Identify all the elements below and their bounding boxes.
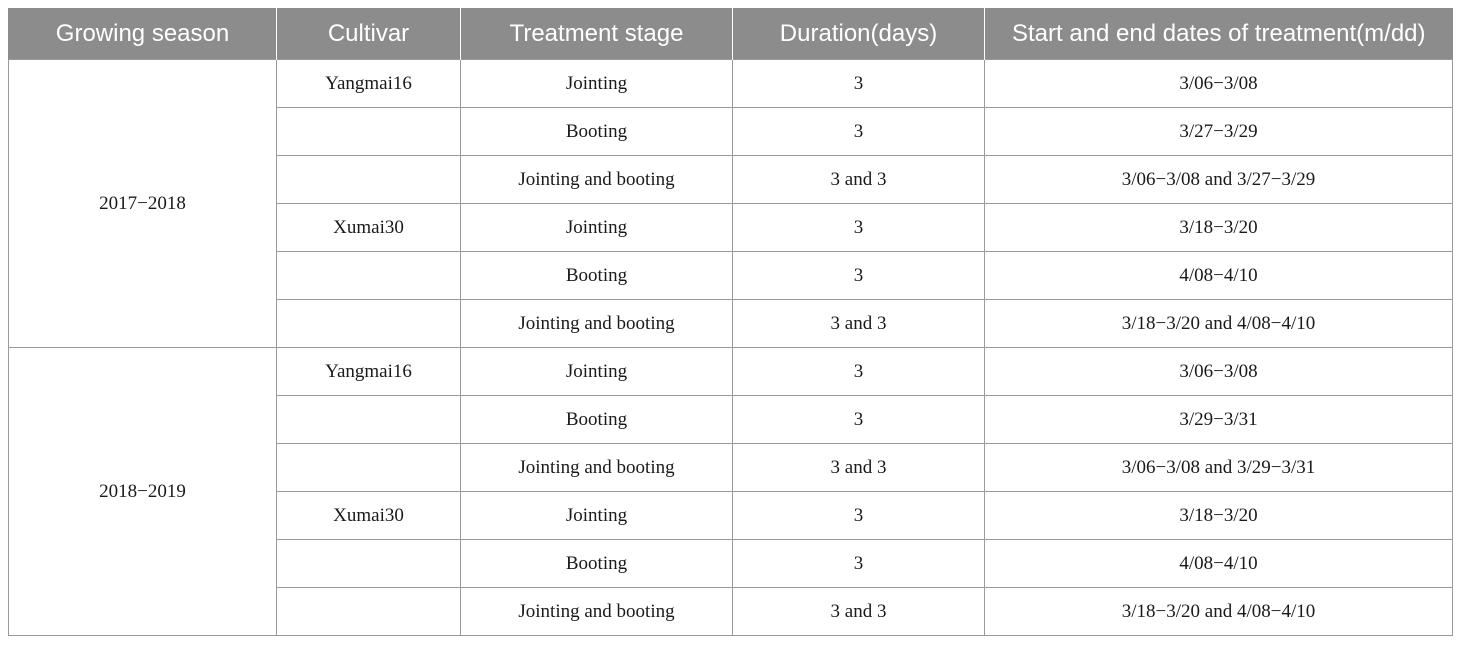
cultivar-cell xyxy=(277,588,461,636)
dates-cell: 3/27−3/29 xyxy=(985,108,1453,156)
header-cultivar: Cultivar xyxy=(277,8,461,60)
duration-cell: 3 and 3 xyxy=(733,588,985,636)
stage-cell: Booting xyxy=(461,396,733,444)
dates-cell: 4/08−4/10 xyxy=(985,540,1453,588)
header-duration: Duration(days) xyxy=(733,8,985,60)
cultivar-cell xyxy=(277,300,461,348)
duration-cell: 3 and 3 xyxy=(733,444,985,492)
duration-cell: 3 xyxy=(733,492,985,540)
duration-cell: 3 xyxy=(733,204,985,252)
season-cell: 2018−2019 xyxy=(9,348,277,636)
stage-cell: Booting xyxy=(461,252,733,300)
header-dates: Start and end dates of treatment(m/dd) xyxy=(985,8,1453,60)
stage-cell: Jointing and booting xyxy=(461,156,733,204)
dates-cell: 3/18−3/20 xyxy=(985,204,1453,252)
dates-cell: 3/06−3/08 and 3/29−3/31 xyxy=(985,444,1453,492)
dates-cell: 3/18−3/20 and 4/08−4/10 xyxy=(985,588,1453,636)
cultivar-cell: Xumai30 xyxy=(277,204,461,252)
treatment-table-container xyxy=(8,8,1452,636)
dates-cell: 3/18−3/20 xyxy=(985,492,1453,540)
stage-cell: Jointing xyxy=(461,204,733,252)
table-row xyxy=(9,348,1453,396)
stage-cell: Jointing and booting xyxy=(461,588,733,636)
dates-cell: 3/18−3/20 and 4/08−4/10 xyxy=(985,300,1453,348)
table-row xyxy=(9,60,1453,108)
cultivar-cell: Yangmai16 xyxy=(277,60,461,108)
duration-cell: 3 xyxy=(733,60,985,108)
header-row xyxy=(9,8,1453,60)
stage-cell: Booting xyxy=(461,108,733,156)
duration-cell: 3 and 3 xyxy=(733,156,985,204)
dates-cell: 3/06−3/08 xyxy=(985,60,1453,108)
stage-cell: Jointing xyxy=(461,492,733,540)
dates-cell: 4/08−4/10 xyxy=(985,252,1453,300)
dates-cell: 3/06−3/08 xyxy=(985,348,1453,396)
cultivar-cell xyxy=(277,156,461,204)
cultivar-cell xyxy=(277,108,461,156)
header-treatment-stage: Treatment stage xyxy=(461,8,733,60)
season-cell: 2017−2018 xyxy=(9,60,277,348)
duration-cell: 3 xyxy=(733,396,985,444)
stage-cell: Jointing and booting xyxy=(461,300,733,348)
duration-cell: 3 xyxy=(733,348,985,396)
stage-cell: Jointing and booting xyxy=(461,444,733,492)
stage-cell: Jointing xyxy=(461,60,733,108)
table-header xyxy=(9,8,1453,60)
table-body xyxy=(9,60,1453,636)
duration-cell: 3 xyxy=(733,108,985,156)
duration-cell: 3 xyxy=(733,252,985,300)
header-growing-season: Growing season xyxy=(9,8,277,60)
dates-cell: 3/29−3/31 xyxy=(985,396,1453,444)
treatment-table xyxy=(8,8,1453,636)
cultivar-cell: Xumai30 xyxy=(277,492,461,540)
cultivar-cell xyxy=(277,252,461,300)
dates-cell: 3/06−3/08 and 3/27−3/29 xyxy=(985,156,1453,204)
stage-cell: Booting xyxy=(461,540,733,588)
cultivar-cell xyxy=(277,540,461,588)
cultivar-cell: Yangmai16 xyxy=(277,348,461,396)
stage-cell: Jointing xyxy=(461,348,733,396)
cultivar-cell xyxy=(277,444,461,492)
duration-cell: 3 xyxy=(733,540,985,588)
cultivar-cell xyxy=(277,396,461,444)
duration-cell: 3 and 3 xyxy=(733,300,985,348)
